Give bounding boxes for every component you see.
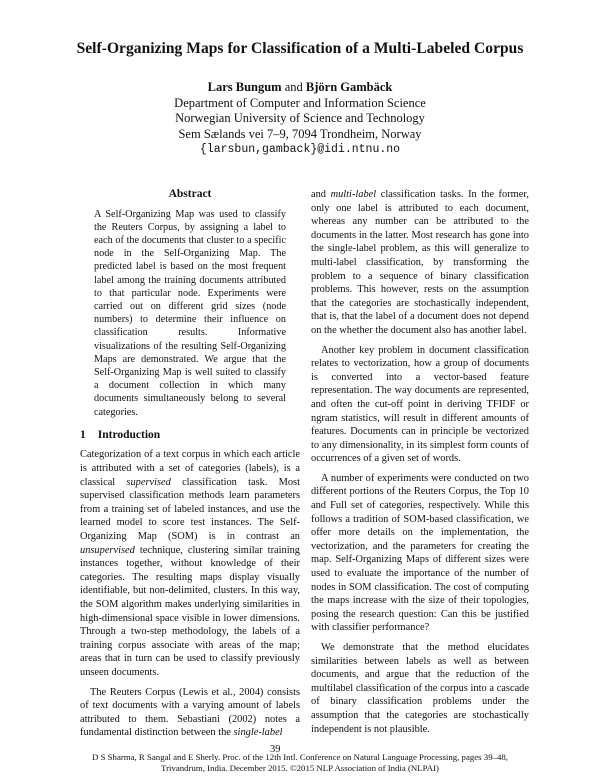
emphasis-multi-label: multi-label	[330, 189, 377, 200]
author-names	[0, 80, 600, 96]
page-number: 39	[270, 744, 281, 755]
right-paragraph-3: A number of experiments were conducted on two different portions of the Reuters Corpus, the Top 10 and Full set of categories, respectively. While this follows a tradition of SOM-based classification, we offer more details on the implementation, the vectorization, and the parameters for creating the map. Self-Organizing Maps of different sizes were used to evaluate the importance of the number of nodes in SOM classification. The cost of computing the maps increase with the size of their topologies, posing the research question: Can this be justified with classifier performance?	[311, 472, 529, 634]
footer-line-2: Trivandrum, India. December 2015. ©2015 NLP Association of India (NLPAI)	[161, 762, 439, 773]
emphasis-unsupervised: unsupervised	[80, 544, 135, 556]
intro-paragraph-2: The Reuters Corpus (Lewis et al., 2004) consists of text documents with a varying amount of labels attributed to them. Sebastiani (2002) notes a fundamental distinction between the single-label	[80, 686, 300, 739]
section-heading	[80, 429, 300, 443]
abstract-text: A Self-Organizing Map was used to classify the Reuters Corpus, by assigning a label to each of the documents that cluster to a specific node in the Self-Organizing Map. The predicted label is based on the most frequent label among the training documents attributed to that particular node. Experiments were carried out on different grid sizes (node numbers) to determine their influence on classification results. Informative visualizations of the resulting Self-Organizing Maps are demonstrated. We argue that the Self-Organizing Map is well suited to classify a document collection in which many documents simultaneously belong to several categories.	[94, 208, 286, 418]
citation-footer	[0, 752, 600, 773]
author-1: Lars Bungum	[207, 80, 282, 94]
author-2: Björn Gambäck	[305, 80, 393, 94]
paper-title: Self-Organizing Maps for Classification of a Multi-Labeled Corpus	[76, 40, 524, 57]
affiliation-department: Department of Computer and Information Science	[174, 95, 426, 110]
author-email: {larsbun,gamback}@idi.ntnu.no	[199, 143, 401, 156]
affiliation-university: Norwegian University of Science and Technology	[175, 111, 425, 125]
emphasis-supervised: supervised	[126, 476, 171, 488]
right-paragraph-1: and multi-label classification tasks. In the former, only one label is attributed to each document, whereas any number can be attributed to the documents in the latter. Most research has gone into the single-label problem, as this will generalize to multi-label classification, by transforming the problem to a sequence of binary classification problems. This however, rests on the assumption that the categories are stochastically independent, that is, that the label of a document does not depend on the whether the document also has another label.	[311, 189, 529, 336]
right-paragraph-4: We demonstrate that the method elucidates similarities between labels as well as between documents, and argue that the reduction of the multilabel classification of the corpus into a cascade of binary classification problems under the assumption that the categories are stochastically independent is not plausible.	[311, 642, 529, 735]
right-column	[311, 188, 529, 742]
section-title: Introduction	[97, 428, 161, 441]
footer-line-1: D S Sharma, R Sangal and E Sherly. Proc. of the 12th Intl. Conference on Natural Language Processing, pages 39–48,	[92, 752, 508, 762]
affiliation-address: Sem Sælands vei 7–9, 7094 Trondheim, Norway	[178, 126, 422, 141]
section-number: 1	[80, 428, 86, 441]
left-column	[80, 188, 300, 746]
right-paragraph-2: Another key problem in document classification relates to vectorization, how a group of documents is converted into a vector-based feature representation. The way documents are represented, and often the cut-off point in deriving TFIDF or ngram statistics, will result in different amounts of features. Documents can in principle be vectorized to any dimensionality, in its simplest form counts of occurrences of a given set of words.	[311, 344, 529, 465]
abstract-heading: Abstract	[168, 188, 212, 200]
author-conjunction: and	[284, 80, 303, 94]
intro-paragraph-1: Categorization of a text corpus in which each article is attributed with a set of categories (labels), is a classical supervised classification task. Most supervised classification methods learn parameters from a training set of labeled instances, and use the learned model to score test instances. The Self-Organizing Map (SOM) is in contrast an unsupervised technique, clustering similar training instances together, without knowledge of their categories. The resulting maps display visually identifiable, but non-delimited, clusters. In this way, the SOM algorithm makes underlying similarities in high-dimensional space visible in lower dimensions. Through a two-step methodology, the labels of a training corpus associate with areas of the map; areas that in turn can be used to classify previously unseen documents.	[80, 449, 300, 678]
emphasis-single-label: single-label	[233, 727, 283, 739]
author-block	[0, 80, 600, 158]
